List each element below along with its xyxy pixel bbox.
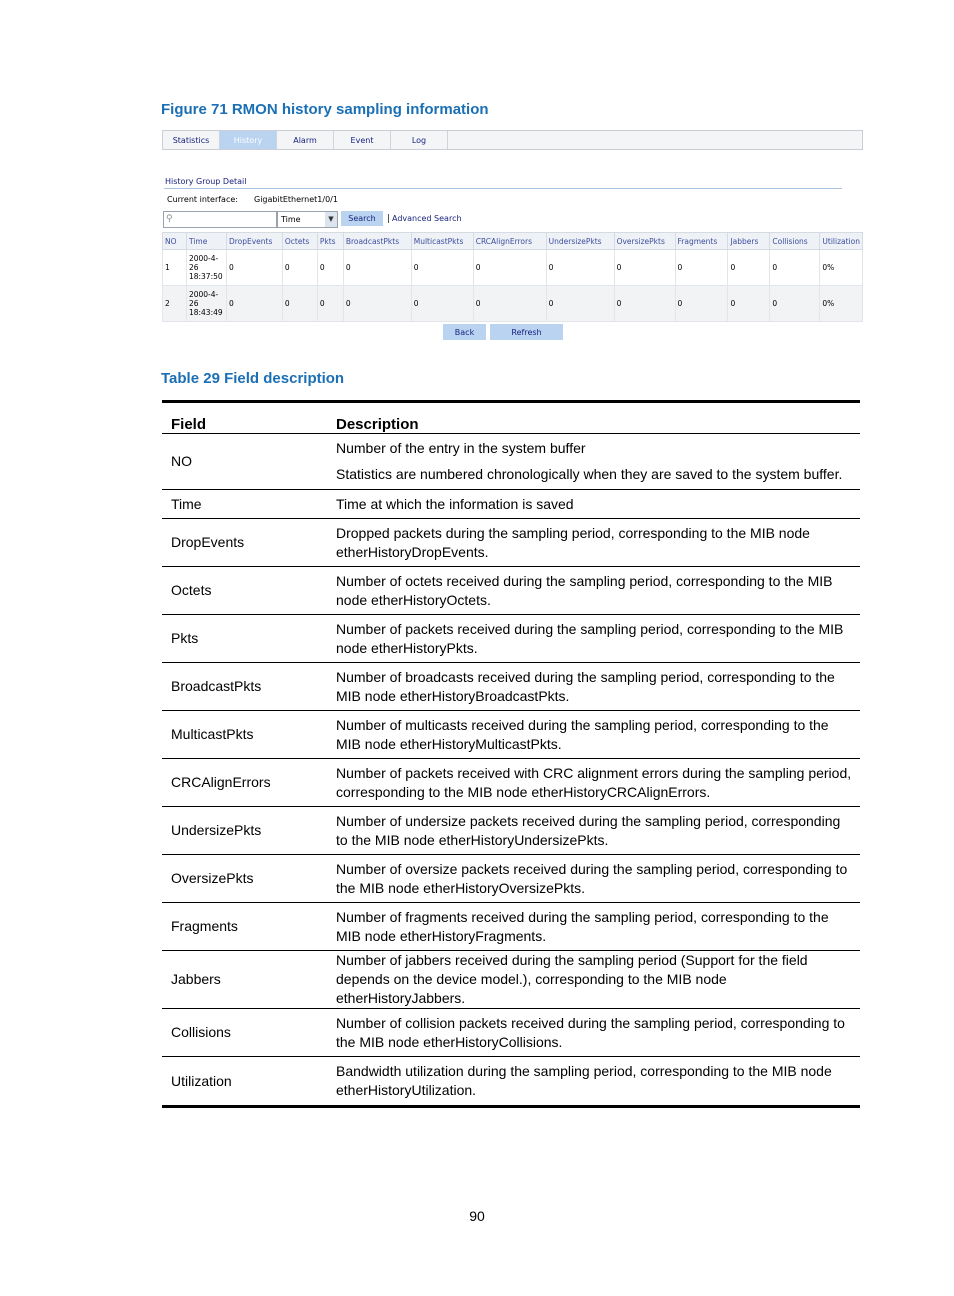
field-description: Dropped packets during the sampling period, corresponding to the MIB node etherHistoryDropEvents. — [327, 519, 860, 567]
col-header[interactable]: Octets — [282, 233, 317, 250]
cell-time — [186, 286, 226, 322]
tab-statistics[interactable]: Statistics — [163, 131, 220, 149]
field-name: UndersizePkts — [162, 807, 327, 855]
field-name: Time — [162, 490, 327, 519]
table-row — [162, 1057, 860, 1107]
col-header[interactable]: Jabbers — [728, 233, 770, 250]
current-interface-value: GigabitEthernet1/0/1 — [254, 195, 338, 204]
cell-jabbers: 0 — [728, 250, 770, 286]
cell-jabbers: 0 — [728, 286, 770, 322]
col-header[interactable]: OversizePkts — [614, 233, 675, 250]
table-row — [162, 711, 860, 759]
divider — [164, 188, 842, 189]
cell-oversizepkts: 0 — [614, 286, 675, 322]
time-day: 26 — [188, 263, 199, 272]
table-row — [162, 759, 860, 807]
cell-undersizepkts: 0 — [546, 250, 614, 286]
refresh-button[interactable]: Refresh — [490, 324, 563, 340]
history-group-title: History Group Detail — [165, 177, 247, 186]
table-row — [162, 490, 860, 519]
field-name: Collisions — [162, 1009, 327, 1057]
table-row — [162, 903, 860, 951]
field-name: Pkts — [162, 615, 327, 663]
cell-broadcastpkts: 0 — [343, 250, 411, 286]
description-header: Description — [327, 402, 860, 434]
cell-collisions: 0 — [770, 286, 820, 322]
time-day: 26 — [188, 299, 199, 308]
cell-time — [186, 250, 226, 286]
cell-multicastpkts: 0 — [411, 286, 473, 322]
cell-fragments: 0 — [675, 286, 728, 322]
field-name: NO — [162, 434, 327, 490]
col-header[interactable]: Pkts — [317, 233, 343, 250]
search-button[interactable]: Search — [341, 211, 383, 226]
cell-utilization: 0% — [820, 250, 863, 286]
cell-octets: 0 — [282, 286, 317, 322]
table-row — [162, 567, 860, 615]
advanced-search-link[interactable]: Advanced Search — [388, 214, 462, 223]
cell-no: 2 — [163, 286, 187, 322]
field-description: Number of packets received with CRC alignment errors during the sampling period, corresponding to the MIB node etherHistoryCRCAlignErrors. — [327, 759, 860, 807]
field-description: Number of collision packets received during the sampling period, corresponding to the MIB node etherHistoryCollisions. — [327, 1009, 860, 1057]
field-description: Number of packets received during the sampling period, corresponding to the MIB node etherHistoryPkts. — [327, 615, 860, 663]
table-row — [163, 250, 863, 286]
field-name: Octets — [162, 567, 327, 615]
field-description: Number of fragments received during the sampling period, corresponding to the MIB node etherHistoryFragments. — [327, 903, 860, 951]
cell-fragments: 0 — [675, 250, 728, 286]
field-name: MulticastPkts — [162, 711, 327, 759]
table-row — [162, 434, 860, 490]
col-header[interactable]: Utilization — [820, 233, 863, 250]
col-header[interactable]: MulticastPkts — [411, 233, 473, 250]
history-table — [162, 232, 863, 322]
table-caption: Table 29 Field description — [161, 370, 345, 387]
page-number: 90 — [469, 1208, 485, 1224]
cell-octets: 0 — [282, 250, 317, 286]
back-button[interactable]: Back — [443, 324, 486, 340]
field-name: CRCAlignErrors — [162, 759, 327, 807]
field-name: BroadcastPkts — [162, 663, 327, 711]
figure-caption: Figure 71 RMON history sampling information — [161, 101, 489, 118]
field-name: Jabbers — [162, 951, 327, 1009]
tab-event[interactable]: Event — [334, 131, 391, 149]
search-icon: ⚲ — [166, 214, 173, 224]
chevron-down-icon: ▼ — [325, 212, 337, 227]
cell-oversizepkts: 0 — [614, 250, 675, 286]
search-input[interactable] — [163, 211, 277, 228]
table-row — [162, 663, 860, 711]
field-description-table — [162, 400, 860, 1108]
field-name: Utilization — [162, 1057, 327, 1107]
tab-history[interactable]: History — [220, 131, 277, 149]
field-name: Fragments — [162, 903, 327, 951]
col-header[interactable]: Fragments — [675, 233, 728, 250]
table-row — [162, 951, 860, 1009]
time-date: 2000-4- — [188, 254, 219, 263]
description-line: Statistics are numbered chronologically when they are saved to the system buffer. — [336, 466, 843, 482]
cell-undersizepkts: 0 — [546, 286, 614, 322]
table-row — [162, 519, 860, 567]
field-description: Number of octets received during the sampling period, corresponding to the MIB node etherHistoryOctets. — [327, 567, 860, 615]
cell-broadcastpkts: 0 — [343, 286, 411, 322]
field-description — [327, 434, 860, 490]
table-row — [162, 615, 860, 663]
table-header-row — [162, 402, 860, 434]
field-description: Number of undersize packets received during the sampling period, corresponding to the MIB node etherHistoryUndersizePkts. — [327, 807, 860, 855]
cell-crcalignerrors: 0 — [473, 286, 546, 322]
col-header[interactable]: BroadcastPkts — [343, 233, 411, 250]
col-header[interactable]: UndersizePkts — [546, 233, 614, 250]
cell-crcalignerrors: 0 — [473, 250, 546, 286]
field-description: Number of broadcasts received during the sampling period, corresponding to the MIB node etherHistoryBroadcastPkts. — [327, 663, 860, 711]
field-name: OversizePkts — [162, 855, 327, 903]
table-row — [162, 855, 860, 903]
cell-dropevents: 0 — [226, 286, 282, 322]
cell-dropevents: 0 — [226, 250, 282, 286]
cell-no: 1 — [163, 250, 187, 286]
table-row — [163, 286, 863, 322]
field-header: Field — [162, 402, 327, 434]
time-date: 2000-4- — [188, 290, 219, 299]
col-header[interactable]: NO — [163, 233, 187, 250]
col-header[interactable]: CRCAlignErrors — [473, 233, 546, 250]
cell-pkts: 0 — [317, 250, 343, 286]
col-header[interactable]: Collisions — [770, 233, 820, 250]
cell-multicastpkts: 0 — [411, 250, 473, 286]
search-field-select[interactable] — [277, 211, 338, 228]
field-name: DropEvents — [162, 519, 327, 567]
col-header[interactable]: Time — [186, 233, 226, 250]
tab-bar — [162, 130, 863, 150]
tab-log[interactable]: Log — [391, 131, 448, 149]
description-line: Number of the entry in the system buffer — [336, 440, 586, 456]
table-row — [162, 807, 860, 855]
tab-alarm[interactable]: Alarm — [277, 131, 334, 149]
col-header[interactable]: DropEvents — [226, 233, 282, 250]
field-description: Number of jabbers received during the sampling period (Support for the field depends on the device model.), corresponding to the MIB node etherHistoryJabbers. — [327, 951, 860, 1009]
select-value: Time — [281, 215, 301, 224]
time-clock: 18:43:49 — [188, 308, 223, 317]
cell-utilization: 0% — [820, 286, 863, 322]
field-description: Bandwidth utilization during the sampling period, corresponding to the MIB node etherHistoryUtilization. — [327, 1057, 860, 1107]
cell-collisions: 0 — [770, 250, 820, 286]
time-clock: 18:37:50 — [188, 272, 223, 281]
field-description: Number of oversize packets received during the sampling period, corresponding to the MIB node etherHistoryOversizePkts. — [327, 855, 860, 903]
current-interface-label: Current interface: — [167, 195, 238, 204]
field-description: Number of multicasts received during the sampling period, corresponding to the MIB node etherHistoryMulticastPkts. — [327, 711, 860, 759]
field-description: Time at which the information is saved — [327, 490, 860, 519]
rmon-history-screenshot — [162, 130, 863, 342]
cell-pkts: 0 — [317, 286, 343, 322]
table-header-row — [163, 233, 863, 250]
table-row — [162, 1009, 860, 1057]
